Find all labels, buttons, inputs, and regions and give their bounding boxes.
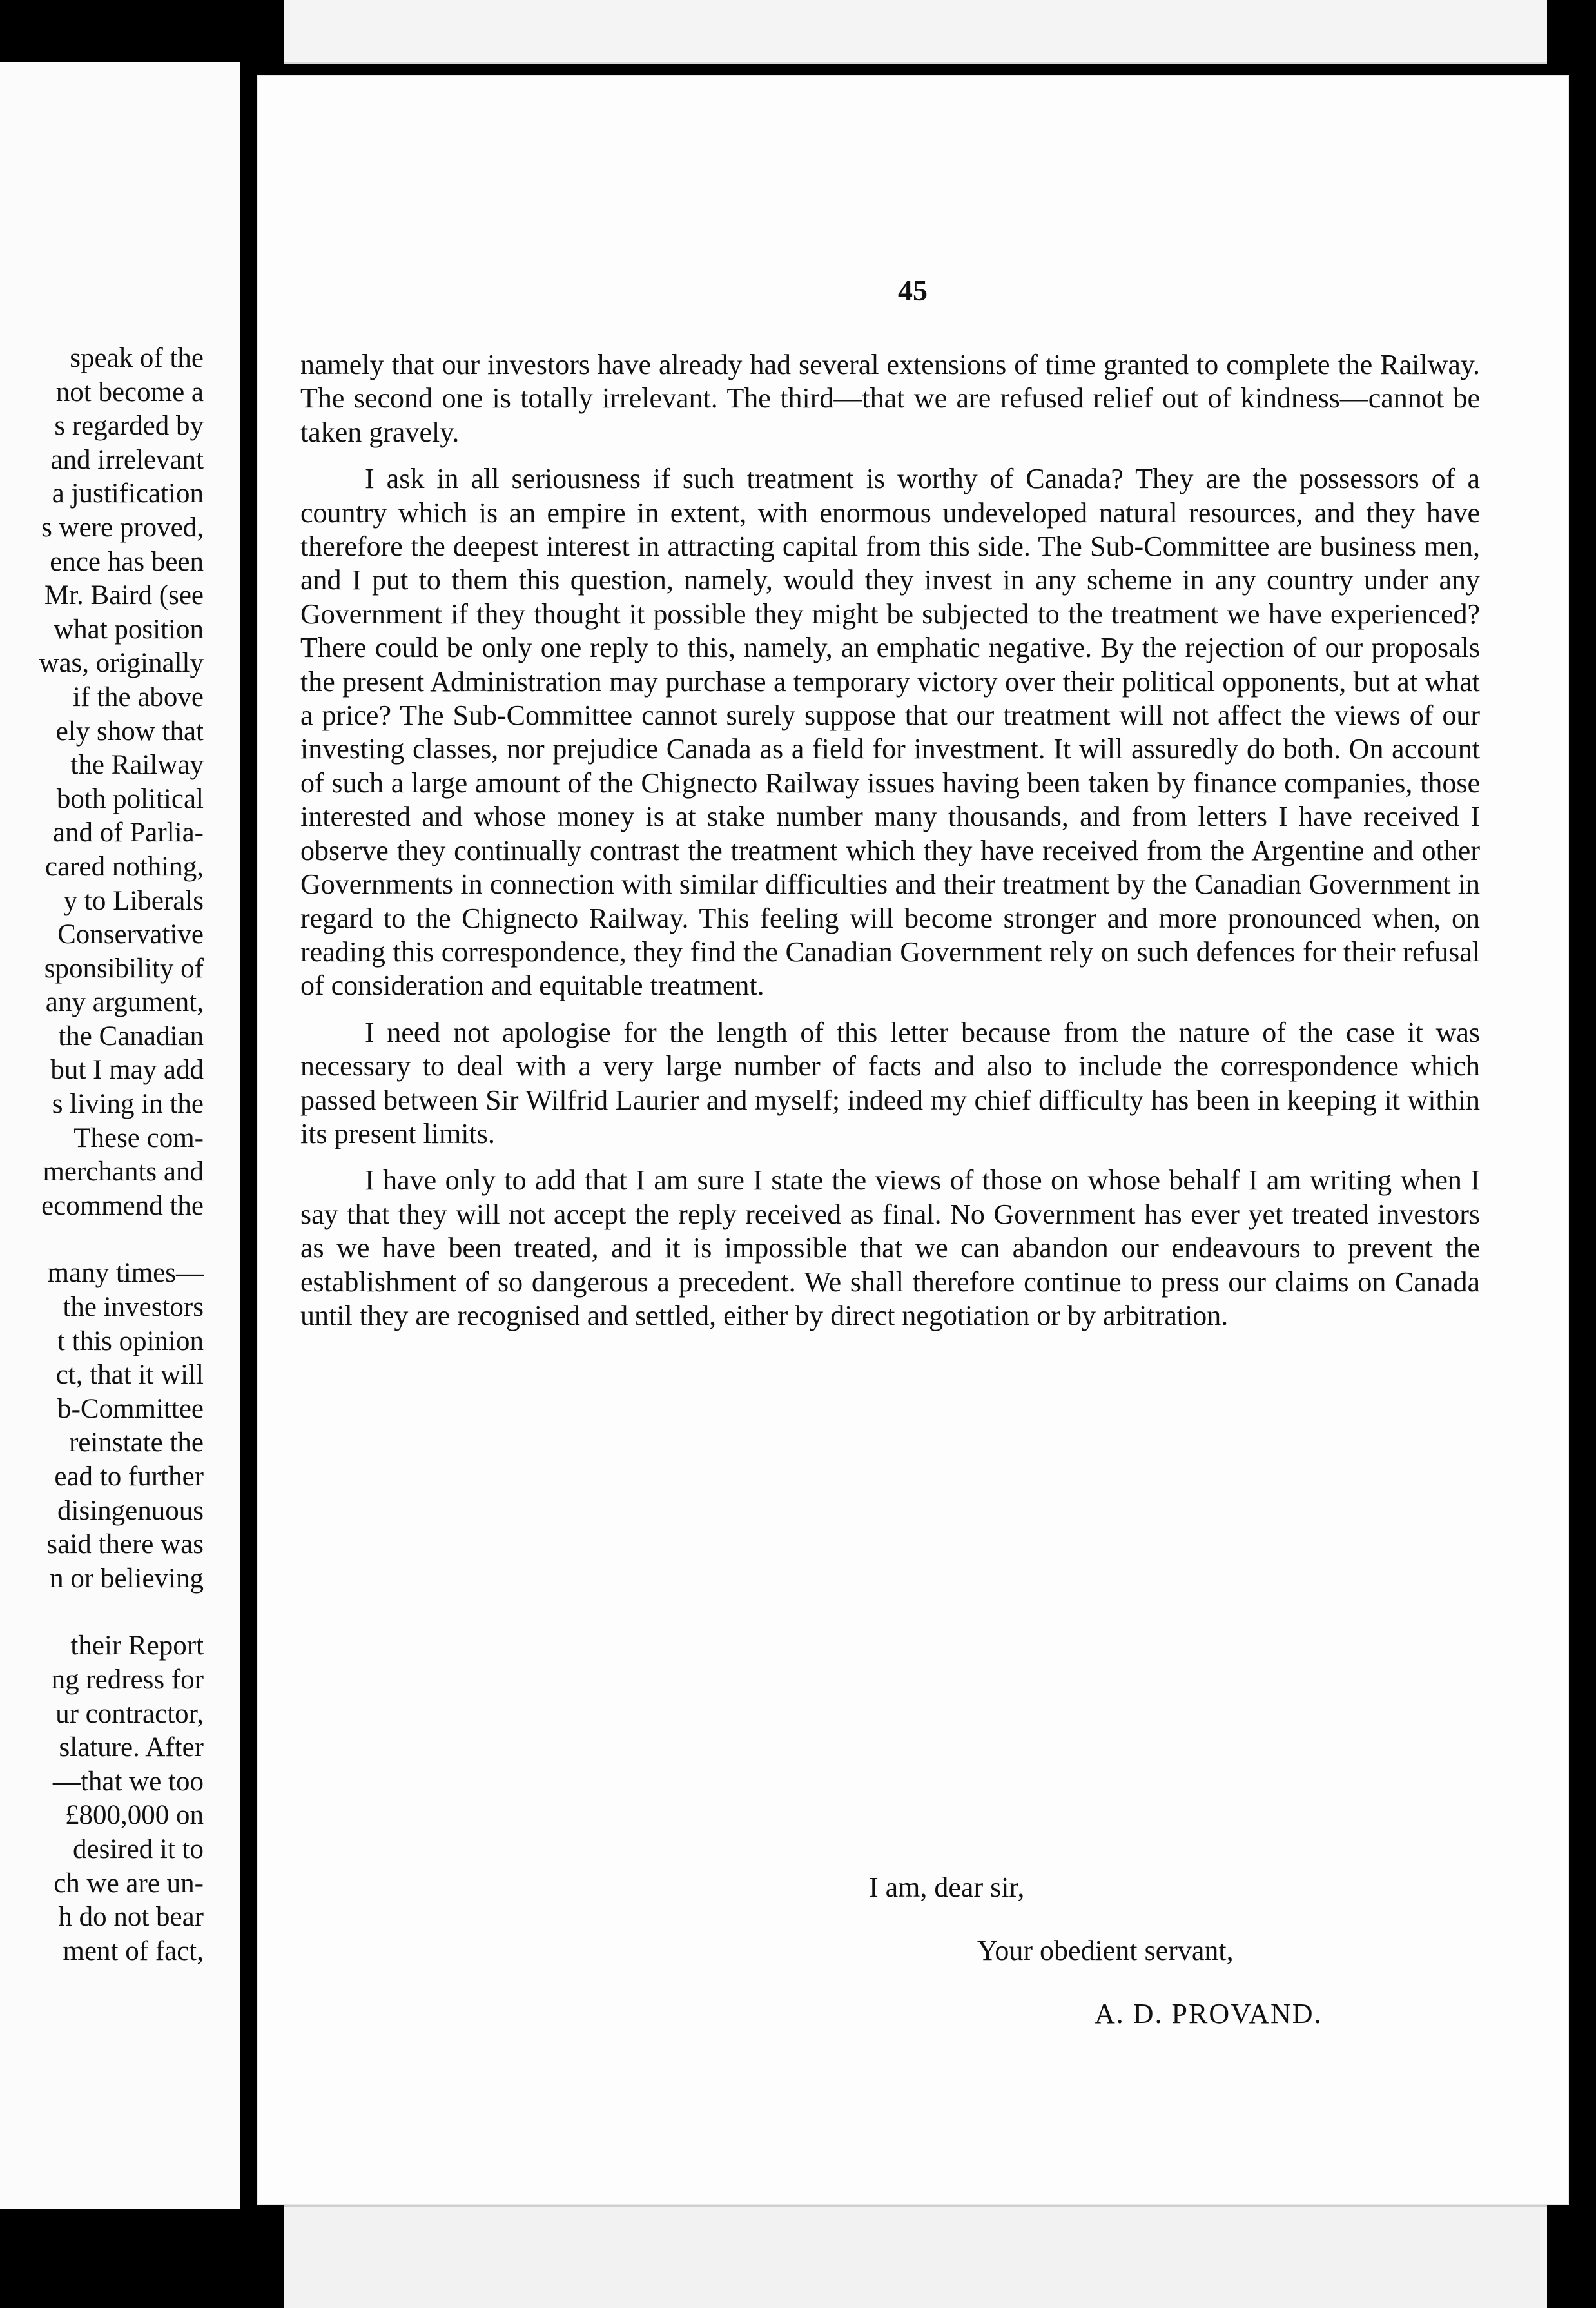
- left-page-line: y to Liberals: [63, 885, 204, 916]
- left-page-line: both political: [56, 783, 204, 814]
- left-page-line: the investors: [63, 1292, 204, 1323]
- paragraph-4: I have only to add that I am sure I state the views of those on whose behalf I am writing when I say that they will not accept the reply received as final. No Government has ever yet treated investors as we have been treated, and it is impossible that we can abandon our endeavours to prevent the establishment of so dangerous a precedent. We shall therefore continue to press our claims on Canada until they are recognised and settled, either by direct negotiation or by arbitration.: [300, 1164, 1480, 1331]
- left-page-line: not become a: [55, 377, 204, 407]
- left-page-line: ng redress for: [51, 1664, 204, 1695]
- bottom-page-edge: [284, 2205, 1547, 2308]
- letter-body: [300, 348, 1480, 2029]
- left-page-gap: [0, 1223, 204, 1257]
- left-page-line: desired it to: [72, 1834, 204, 1864]
- signature: A. D. PROVAND.: [1095, 1998, 1323, 2029]
- left-page-line: h do not bear: [58, 1902, 204, 1933]
- left-page-line: speak of the: [70, 343, 204, 373]
- left-page-line: but I may add: [50, 1055, 204, 1086]
- left-page-line: any argument,: [45, 987, 204, 1018]
- left-page-line: many times—: [47, 1258, 204, 1289]
- left-page-line: their Report: [70, 1630, 204, 1661]
- left-page-line: b-Committee: [57, 1393, 204, 1424]
- left-page-line: and irrelevant: [50, 444, 204, 475]
- page-number: 45: [898, 274, 928, 307]
- paragraph-1: namely that our investors have already had several extensions of time granted to complete the Railway. The second one is totally irrelevant. The third—that we are refused relief out of kindness—cannot be taken gravely.: [300, 349, 1480, 448]
- left-page-line: disingenuous: [57, 1495, 204, 1526]
- left-page-line: Conservative: [57, 919, 204, 950]
- left-page-line: and of Parlia-: [52, 817, 204, 848]
- left-page-line: s regarded by: [54, 411, 204, 442]
- closing-salutation: I am, dear sir,: [869, 1872, 1025, 1903]
- left-page-line: These com-: [73, 1122, 204, 1153]
- left-page-line: £800,000 on: [65, 1800, 204, 1831]
- left-page-line: said there was: [46, 1529, 204, 1560]
- left-page-line: ct, that it will: [55, 1360, 204, 1391]
- paragraph-2: I ask in all seriousness if such treatment is worthy of Canada? They are the possessors of a country which is an empire in extent, with enormous undeveloped natural resources, and they have therefore the deepest interest in attracting capital from this side. The Sub-Committee are business men, and I put to them this question, namely, would they invest in any scheme in any country under any Government if they thought it possible they might be subjected to the treatment we have experienced? There could be only one reply to this, namely, an emphatic negative. By the rejection of our proposals the present Administration may purchase a temporary victory over their political opponents, but at what a price? The Sub-Committee cannot surely suppose that our treatment will not affect the views of our investing classes, nor prejudice Canada as a field for investment. It will assuredly do both. On account of such a large amount of the Chignecto Railway issues having been taken by finance companies, those interested and whose money is at stake number many thousands, and from letters I have received I observe they continually contrast the treatment which they have received from the Argentine and other Governments in connection with similar difficulties and their treatment by the Canadian Government in regard to the Chignecto Railway. This feeling will become stronger and more pronounced when, on reading this correspondence, they find the Canadian Government rely on such defences for their refusal of consideration and equitable treatment.: [300, 463, 1480, 1002]
- left-page-line: if the above: [73, 681, 204, 712]
- main-page: [258, 76, 1568, 2204]
- left-page-text: [0, 342, 204, 1968]
- left-page-line: cared nothing,: [45, 851, 204, 882]
- left-page-line: the Railway: [70, 750, 204, 781]
- left-page-line: ead to further: [54, 1462, 204, 1492]
- left-page-line: ence has been: [50, 546, 204, 577]
- left-page-line: sponsibility of: [44, 953, 204, 984]
- paragraph-3: I need not apologise for the length of this letter because from the nature of the case it was necessary to deal with a very large number of facts and also to include the correspondence which passed between Sir Wilfrid Laurier and myself; indeed my chief difficulty has been in keeping it within its present limits.: [300, 1016, 1480, 1149]
- left-page-line: n or believing: [50, 1563, 204, 1594]
- top-page-edge: [284, 0, 1547, 64]
- left-page-line: what position: [54, 614, 204, 645]
- left-page-line: a justification: [52, 478, 204, 509]
- left-page-line: —that we too: [52, 1766, 204, 1797]
- left-page-line: ch we are un-: [54, 1868, 204, 1899]
- left-page-line: merchants and: [43, 1157, 204, 1188]
- left-page-line: ment of fact,: [63, 1935, 204, 1966]
- left-page-line: Mr. Baird (see: [44, 580, 204, 611]
- left-partial-page: [0, 62, 240, 2209]
- closing-servant: Your obedient servant,: [977, 1935, 1234, 1966]
- left-page-gap: [0, 1596, 204, 1629]
- left-page-line: ur contractor,: [55, 1698, 204, 1729]
- left-page-line: ely show that: [55, 716, 204, 747]
- left-page-line: s living in the: [52, 1089, 204, 1120]
- left-page-line: reinstate the: [69, 1427, 204, 1458]
- left-page-line: t this opinion: [57, 1325, 204, 1356]
- left-page-line: ecommend the: [41, 1190, 204, 1221]
- left-page-line: was, originally: [39, 648, 204, 679]
- left-page-line: the Canadian: [58, 1021, 204, 1051]
- left-page-line: slature. After: [59, 1732, 204, 1763]
- left-page-line: s were proved,: [41, 512, 204, 543]
